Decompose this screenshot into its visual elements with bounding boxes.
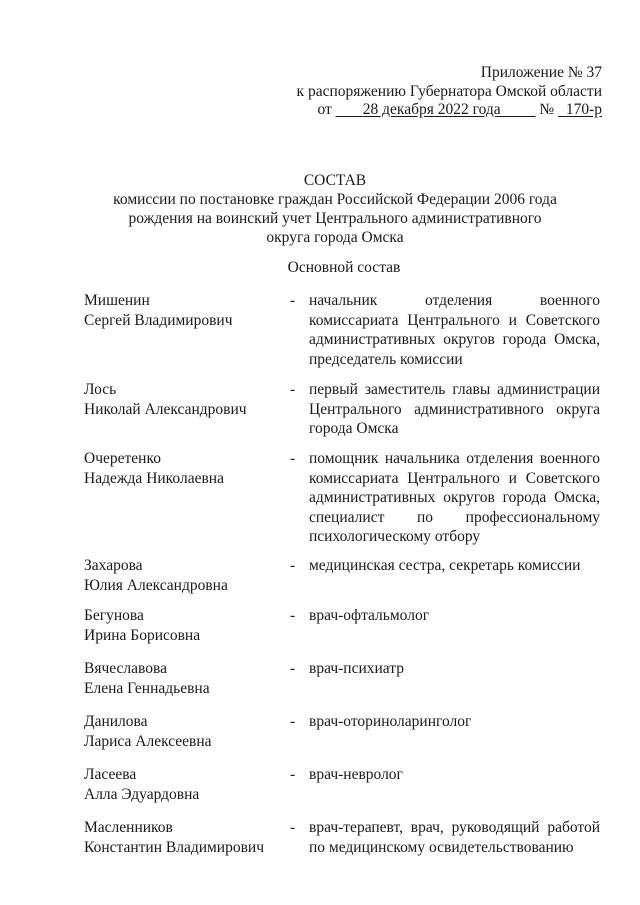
- order-date: 28 декабря 2022 года: [362, 101, 501, 118]
- member-name: Данилова Лариса Алексеевна: [84, 713, 212, 750]
- member-name: Захарова Юлия Александровна: [84, 557, 228, 594]
- member-dash: -: [290, 607, 296, 624]
- date-from-label: от: [317, 101, 332, 118]
- member-dash: -: [290, 819, 296, 836]
- member-dash: -: [290, 450, 296, 467]
- member-name: Очеретенко Надежда Николаевна: [84, 450, 224, 487]
- order-number: 170-р: [565, 101, 602, 118]
- member-name: Ласеева Алла Эдуардовна: [84, 766, 200, 803]
- member-dash: -: [290, 381, 296, 398]
- member-role: врач-невролог: [309, 766, 403, 783]
- attachment-order-ref: к распоряжению Губернатора Омской области: [296, 82, 602, 100]
- member-role: помощник начальника отделения военного комиссариата Центрального и Советского административных округов города Омска, специалист по профессиональному психологическому отбору: [309, 450, 600, 545]
- member-role: начальник отделения военного комиссариата Центрального и Советского административных округов города Омска, председатель комиссии: [309, 292, 600, 368]
- attachment-date-line: [297, 101, 602, 120]
- attachment-number: Приложение № 37: [480, 64, 602, 81]
- member-name: Бегунова Ирина Борисовна: [84, 607, 201, 644]
- title-sub-3: округа города Омска: [266, 229, 404, 246]
- member-name: Лось Николай Александрович: [84, 381, 247, 418]
- section-title: Основной состав: [287, 259, 401, 276]
- member-name: Вячеславова Елена Геннадьевна: [84, 660, 210, 697]
- member-dash: -: [290, 660, 296, 677]
- member-role: медицинская сестра, секретарь комиссии: [309, 557, 581, 574]
- attachment-header: [297, 64, 602, 120]
- member-dash: -: [290, 557, 296, 574]
- title-sub-1: комиссии по постановке граждан Российской Федерации 2006 года: [113, 191, 557, 208]
- number-label: №: [539, 101, 555, 118]
- member-dash: -: [290, 713, 296, 730]
- member-name: Мишенин Сергей Владимирович: [84, 292, 233, 329]
- member-role: врач-психиатр: [309, 660, 404, 677]
- member-dash: -: [290, 766, 296, 783]
- title-sub-2: рождения на воинский учет Центрального административного: [128, 210, 542, 227]
- member-role: врач-офтальмолог: [309, 607, 430, 624]
- title-main: СОСТАВ: [303, 172, 367, 189]
- member-name: Масленников Константин Владимирович: [84, 819, 265, 856]
- member-role: врач-терапевт, врач, руководящий работой по медицинскому освидетельствованию: [309, 819, 600, 856]
- document-title: [80, 171, 590, 247]
- member-role: первый заместитель главы администрации Центрального административного округа города Омска: [309, 381, 600, 437]
- member-dash: -: [290, 292, 296, 309]
- member-role: врач-оториноларинголог: [309, 713, 472, 730]
